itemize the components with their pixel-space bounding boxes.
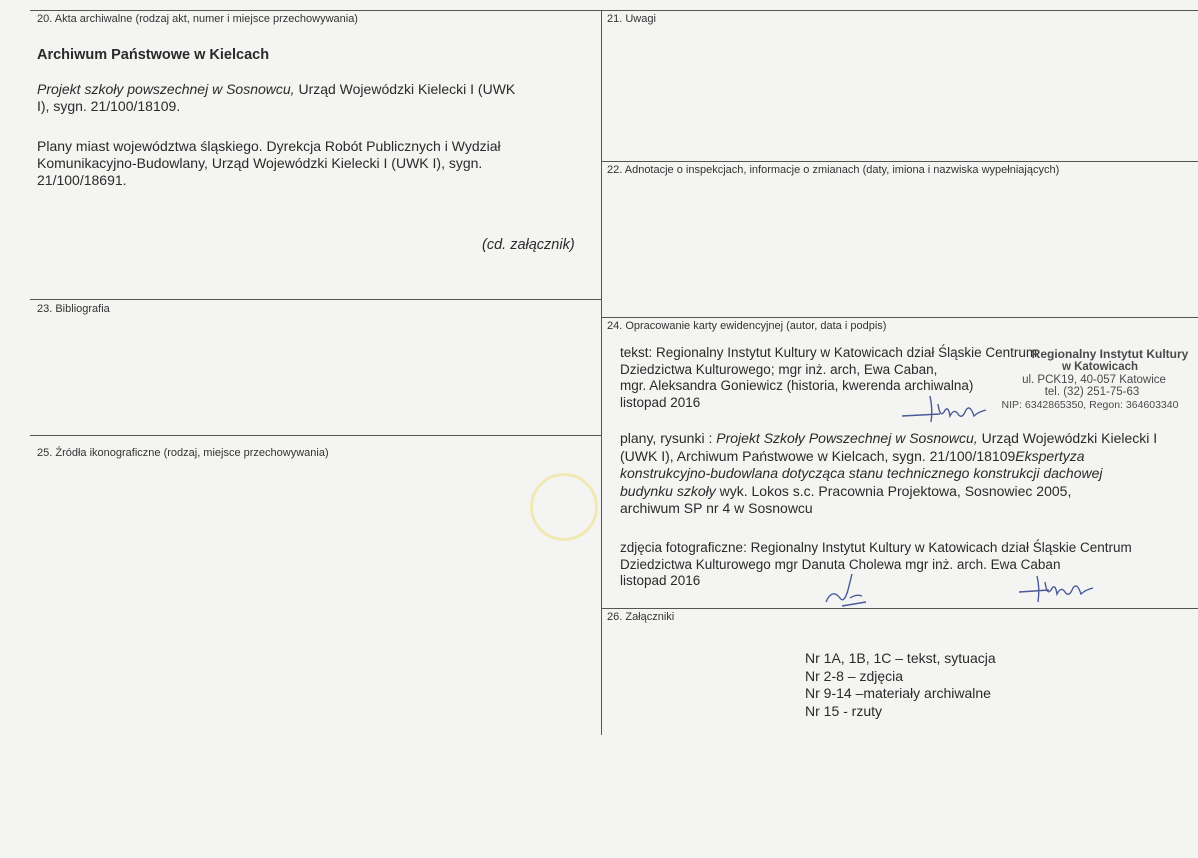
section-24-label: 24. Opracowanie karty ewidencyjnej (autor, data i podpis) (607, 320, 887, 332)
entry-2-line-1: Plany miast województwa śląskiego. Dyrekcja Robót Publicznych i Wydział (37, 138, 501, 154)
entry-2-line-2: Komunikacyjno-Budowlany, Urząd Wojewódzki Kielecki I (UWK I), sygn. (37, 155, 483, 171)
section-25-label: 25. Źródła ikonograficzne (rodzaj, miejsce przechowywania) (37, 447, 329, 459)
attachments-list (805, 650, 996, 720)
entry-2-line-3: 21/100/18691. (37, 172, 127, 188)
zdj-line-1: zdjęcia fotograficzne: Regionalny Instytut Kultury w Katowicach dział Śląskie Centrum (620, 540, 1132, 555)
tekst-line-2: Dziedzictwa Kulturowego; mgr inż. arch, Ewa Caban, (620, 361, 938, 377)
signature-icon (900, 390, 990, 426)
divider-20-23 (30, 299, 602, 300)
attachment-item: Nr 15 - rzuty (805, 702, 883, 719)
attachment-item: Nr 1A, 1B, 1C – tekst, sytuacja (805, 650, 996, 666)
tekst-line-1: tekst: Regionalny Instytut Kultury w Katowicach dział Śląskie Centrum (620, 345, 1038, 360)
column-divider (601, 10, 602, 735)
tekst-line-4: listopad 2016 (620, 394, 701, 410)
stamp-line-4: tel. (32) 251-75-63 (1044, 386, 1140, 398)
plany-line-5: archiwum SP nr 4 w Sosnowcu (620, 500, 813, 516)
archive-heading: Archiwum Państwowe w Kielcach (37, 47, 270, 63)
stamp-line-1: Regionalny Instytut Kultury (1031, 347, 1189, 361)
tekst-line-3: mgr. Aleksandra Goniewicz (historia, kwerenda archiwalna) (620, 378, 974, 393)
plany-archive: (UWK I), Archiwum Państwowe w Kielcach, sygn. 21/100/18109 (620, 447, 1016, 464)
divider-22-24 (601, 317, 1198, 318)
section-23-label: 23. Bibliografia (37, 303, 110, 315)
stamp-line-3: ul. PCK19, 40-057 Katowice (1022, 374, 1166, 386)
signature-icon (822, 568, 872, 612)
section-26-label: 26. Załączniki (607, 611, 675, 623)
coffee-stain (530, 473, 598, 541)
expertise-title: Ekspertyza (1015, 447, 1085, 464)
stamp-line-5: NIP: 6342865350, Regon: 364603340 (1001, 399, 1179, 411)
entry-1-line-2: I), sygn. 21/100/18109. (37, 98, 181, 114)
divider-23-25 (30, 435, 602, 436)
zdj-line-3: listopad 2016 (620, 573, 701, 588)
continued-note: (cd. załącznik) (482, 237, 575, 253)
institution-stamp (1000, 347, 1198, 411)
section-22-label: 22. Adnotacje o inspekcjach, informacje o zmianach (daty, imiona i nazwiska wypełniających) (607, 164, 1060, 176)
plany-title: Projekt Szkoły Powszechnej w Sosnowcu, (716, 430, 978, 446)
top-border (30, 10, 1198, 11)
archive-entry-1 (37, 81, 597, 115)
zdj-line-2: Dziedzictwa Kulturowego mgr Danuta Cholewa mgr inż. arch. Ewa Caban (620, 556, 1061, 572)
divider-24-26 (601, 608, 1198, 609)
archive-entry-2 (37, 138, 597, 189)
signature-icon (1015, 570, 1095, 608)
attachment-item: Nr 2-8 – zdjęcia (805, 667, 904, 684)
divider-21-22 (601, 161, 1198, 162)
drawings-sources (620, 430, 1190, 518)
section-21-label: 21. Uwagi (607, 13, 656, 25)
attachment-item: Nr 9-14 –materiały archiwalne (805, 685, 991, 701)
plany-label: plany, rysunki : (620, 430, 717, 446)
plany-line-3: konstrukcyjno-budowlana dotycząca stanu technicznego konstrukcji dachowej (620, 465, 1103, 481)
plany-author: wyk. Lokos s.c. Pracownia Projektowa, Sosnowiec 2005, (715, 482, 1072, 499)
plany-building: budynku szkoły (620, 482, 716, 499)
stamp-line-2: w Katowicach (1061, 361, 1139, 373)
plany-office: Urząd Wojewódzki Kielecki I (977, 430, 1158, 446)
project-title: Projekt szkoły powszechnej w Sosnowcu, (37, 81, 295, 97)
section-20-label: 20. Akta archiwalne (rodzaj akt, numer i miejsce przechowywania) (37, 13, 358, 25)
entry-1-text: Urząd Wojewódzki Kielecki I (UWK (294, 81, 516, 97)
